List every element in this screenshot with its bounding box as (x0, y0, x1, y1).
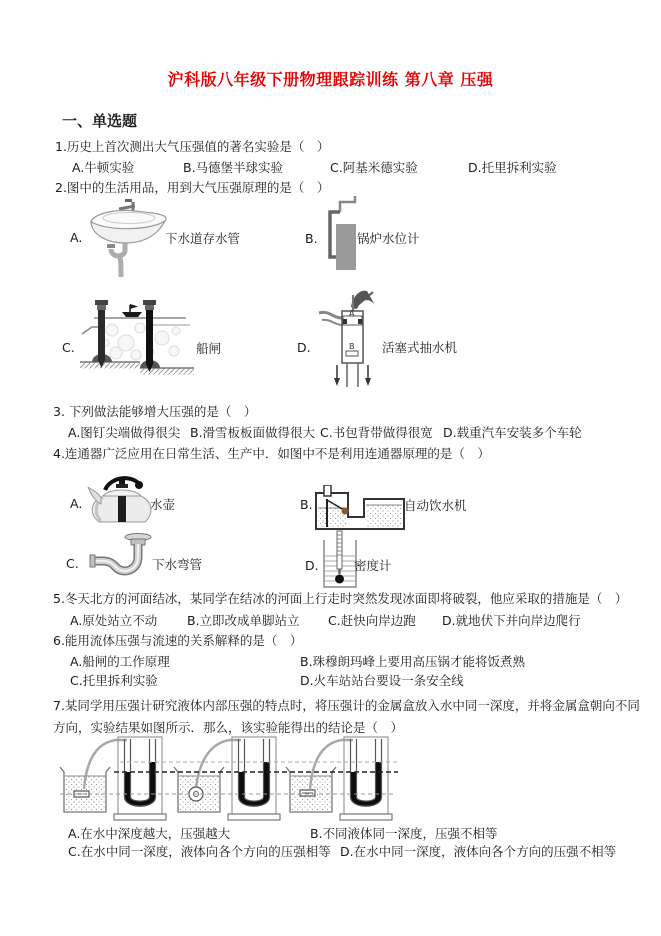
q1-option-c: C.阿基米德实验 (330, 160, 418, 175)
pump-part-label-b: B (349, 342, 355, 351)
question-1-stem: 1.历史上首次测出大气压强值的著名实验是（ ） (55, 139, 330, 154)
q5-option-d: D.就地伏下并向岸边爬行 (442, 613, 581, 628)
q4-figure-c-caption: 下水弯管 (152, 557, 203, 572)
q1-option-d: D.托里拆利实验 (468, 160, 557, 175)
q1-option-a: A.牛顿实验 (72, 160, 135, 175)
question-7-stem: 7.某同学用压强计研究液体内部压强的特点时，将压强计的金属盒放入水中同一深度，并将金属盒朝向不同方向，实验结果如图所示．那么，该实验能得出的结论是（ ） (53, 698, 640, 735)
piston-pump-icon (315, 285, 389, 389)
q3-option-a: A.图钉尖端做得很尖 (68, 425, 181, 440)
q4-figure-d-caption: 密度计 (354, 558, 392, 573)
q2-figure-d-caption: 活塞式抽水机 (382, 340, 458, 355)
q6-option-a: A.船闸的工作原理 (70, 654, 170, 669)
q2-figure-b-label: B. (305, 231, 318, 246)
q3-option-d: D.载重汽车安装多个车轮 (443, 425, 582, 440)
q4-figure-a-label: A. (70, 496, 83, 511)
q4-figure-a-caption: 水壶 (150, 497, 176, 512)
q2-figure-c-caption: 船闸 (196, 341, 222, 356)
q4-figure-c-label: C. (66, 556, 79, 571)
q7-option-a: A.在水中深度越大，压强越大 (68, 826, 231, 841)
q7-option-d: D.在水中同一深度，液体向各个方向的压强不相等 (340, 844, 617, 859)
question-6-stem: 6.能用流体压强与流速的关系解释的是（ ） (53, 633, 303, 648)
question-5-stem: 5.冬天北方的河面结冰，某同学在结冰的河面上行走时突然发现冰面即将破裂，他应采取的措施是（ ） (53, 591, 628, 606)
pressure-gauge-experiment-figure (58, 731, 400, 833)
water-dispenser-icon (312, 485, 410, 533)
q2-figure-b-caption: 锅炉水位计 (357, 231, 420, 246)
q1-option-b: B.马德堡半球实验 (183, 160, 284, 175)
q6-option-b: B.珠穆朗玛峰上要用高压锅才能将饭煮熟 (300, 654, 526, 669)
q6-option-c: C.托里拆利实验 (70, 673, 158, 688)
q7-option-c: C.在水中同一深度，液体向各个方向的压强相等 (68, 844, 331, 859)
boiler-water-gauge-icon (322, 196, 362, 276)
q2-figure-d-label: D. (297, 340, 311, 355)
manometer-setup-1 (60, 737, 166, 820)
q3-option-c: C.书包背带做得很宽 (320, 425, 433, 440)
q5-option-b: B.立即改成单脚站立 (187, 613, 300, 628)
question-4-stem: 4.连通器广泛应用在日常生活、生产中．如图中不是利用连通器原理的是（ ） (53, 446, 490, 461)
q7-option-b: B.不同液体同一深度，压强不相等 (310, 826, 498, 841)
q2-figure-a-label: A. (70, 230, 83, 245)
q4-figure-b-label: B. (300, 497, 313, 512)
q2-figure-a-caption: 下水道存水管 (165, 231, 241, 246)
sink-icon (85, 199, 173, 279)
pump-part-label-a: A (349, 309, 355, 318)
section-heading: 一、单选题 (62, 112, 138, 130)
q4-figure-d-label: D. (305, 558, 319, 573)
drain-trap-icon (88, 532, 158, 584)
q4-figure-b-caption: 自动饮水机 (404, 498, 467, 513)
question-2-stem: 2.图中的生活用品，用到大气压强原理的是（ ） (55, 180, 330, 195)
q3-option-b: B.滑雪板板面做得很大 (190, 425, 316, 440)
q6-option-d: D.火车站站台要设一条安全线 (300, 673, 464, 688)
manometer-setup-3 (286, 737, 392, 820)
q2-figure-c-label: C. (62, 340, 75, 355)
manometer-setup-2 (174, 737, 280, 820)
question-3-stem: 3. 下列做法能够增大压强的是（ ） (53, 404, 257, 419)
q5-option-a: A.原处站立不动 (70, 613, 158, 628)
ship-lock-icon (80, 298, 194, 384)
page-title: 沪科版八年级下册物理跟踪训练 第八章 压强 (167, 70, 494, 89)
q5-option-c: C.赶快向岸边跑 (328, 613, 416, 628)
kettle-icon (85, 472, 157, 530)
